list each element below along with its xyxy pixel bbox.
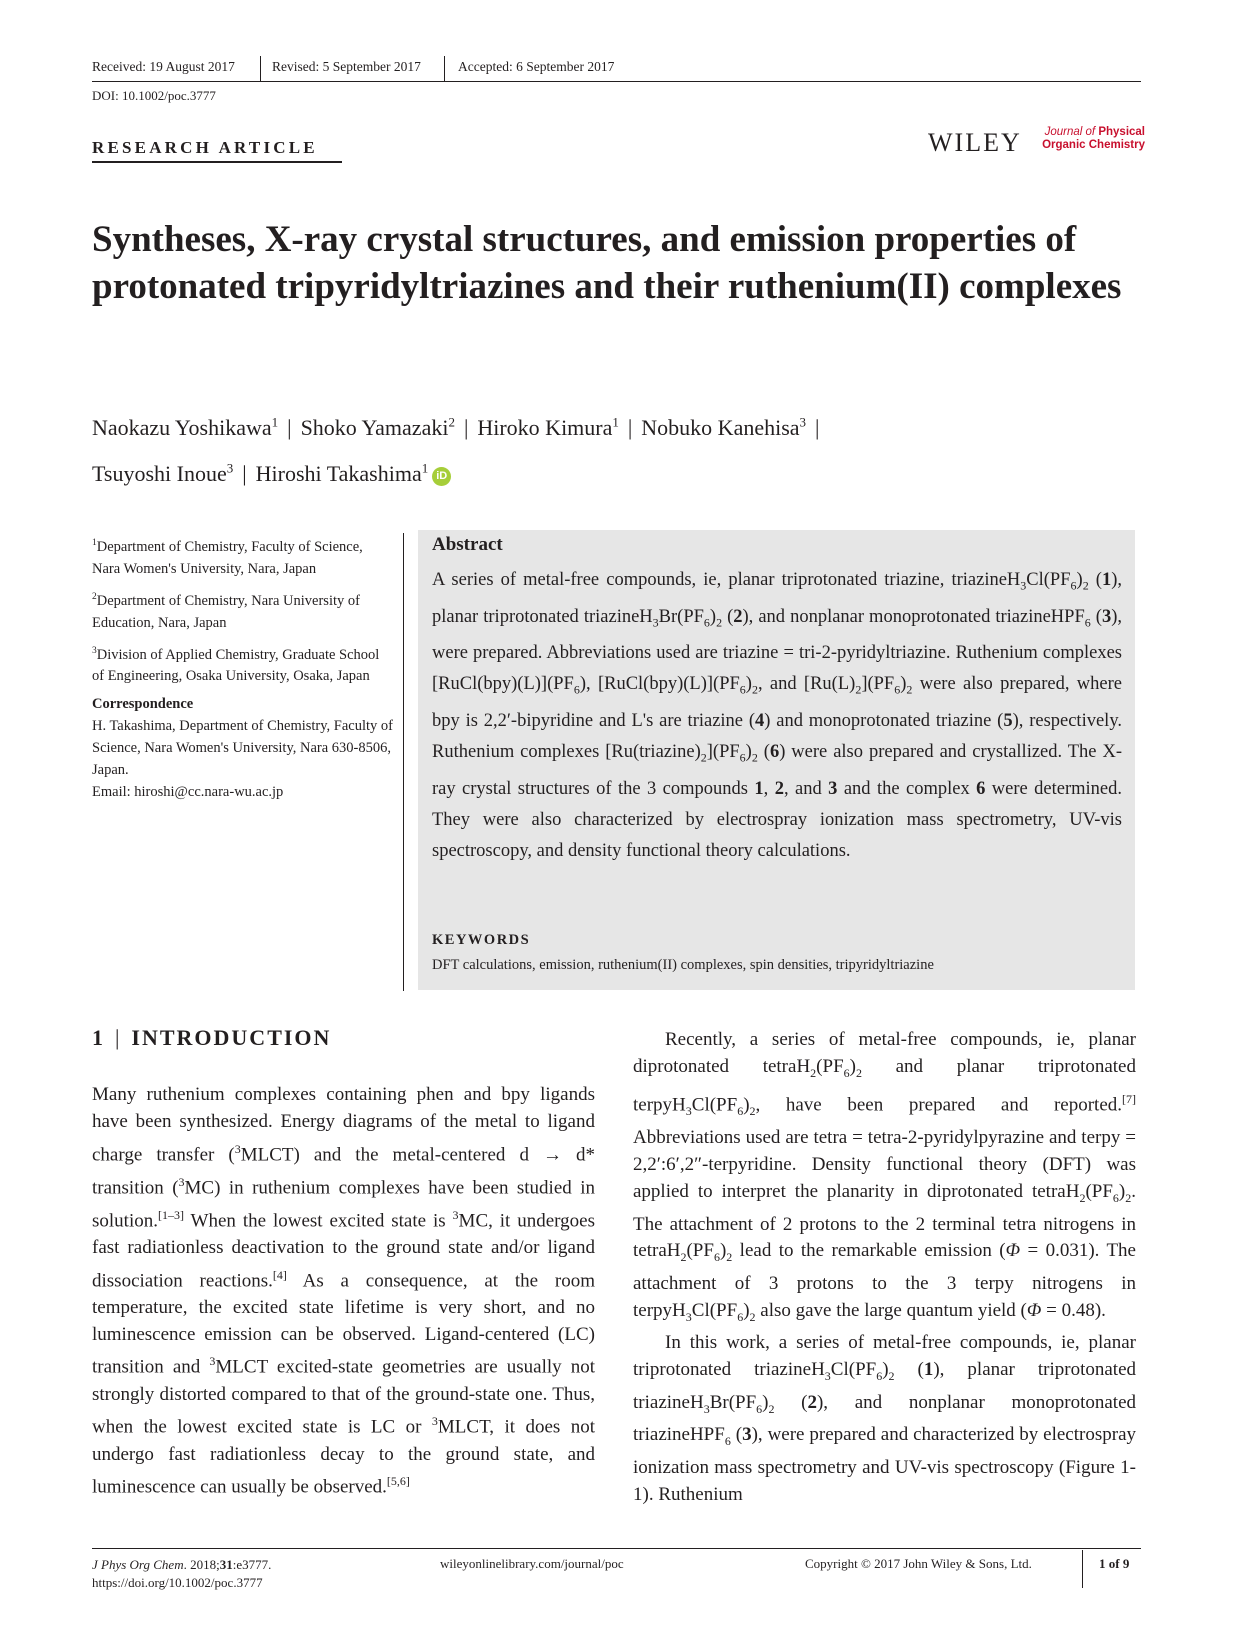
author-list: Naokazu Yoshikawa$^1$ | Shoko Yamazaki$^2$ | Hiroko Kimura$^1$ | Nobuko Kanehisa$^3$ | Tsuyoshi Inoue$^3$ | Hiroshi Takashima$^1$iD	[92, 415, 820, 486]
correspondence-address: H. Takashima, Department of Chemistry, Faculty of Science, Nara Women's University, Nara 630-8506, Japan.	[92, 718, 394, 779]
footer-doi-link[interactable]: https://doi.org/10.1002/poc.3777	[92, 1575, 263, 1590]
keywords-list: DFT calculations, emission, ruthenium(II) complexes, spin densities, tripyridyltriazine	[432, 957, 934, 973]
paragraph: Many ruthenium complexes containing phen and bpy ligands have been synthesized. Energy diagrams of the metal to ligand charge transfer ($^3$MLCT) and the metal-centered d → d* transition ($^3$MC) in ruthenium complexes have been studied in solution.[1–3] When the lowest excited state is $^3$MC, it undergoes fast radiationless deactivation to the ground state and/or ligand dissociation reactions.[4] As a consequence, at the room temperature, the excited state lifetime is very short, and no luminescence emission can be observed. Ligand-centered (LC) transition and $^3$MLCT excited-state geometries are usually not strongly distorted compared to that of the ground-state one. Thus, when the lowest excited state is LC or $^3$MLCT, it does not undergo fast radiationless decay to the ground state, and luminescence can usually be observed.[5,6]	[92, 1084, 595, 1498]
citation-link[interactable]: [5,6]	[386, 1474, 410, 1489]
section-heading: 1 | INTRODUCTION	[92, 1025, 332, 1050]
affiliation: $^2$Department of Chemistry, Nara University of Education, Nara, Japan	[92, 591, 360, 631]
abstract-text: A series of metal-free compounds, ie, planar triprotonated triazine, $triazineH_3Cl(PF_6)_2$ (1), planar triprotonated $triazineH_3Br(PF_6)_2$ (2), and nonplanar monoprotonated triazineHPF$_6$ (3), were prepared. Abbreviations used are triazine = tri-2-pyridyltriazine. Ruthenium complexes $[RuCl(bpy)(L)](PF_6)$, $[RuCl(bpy)(L)](PF_6)_2$, and $[Ru(L)_2](PF_6)_2$ were also prepared, where bpy is 2,2′-bipyridine and L's are triazine (4) and monoprotonated triazine (5), respectively. Ruthenium complexes $[Ru(triazine)_2](PF_6)_2$ (6) were also prepared and crystallized. The X-ray crystal structures of the 3 compounds 1, 2, and 3 and the complex 6 were determined. They were also characterized by electrospray ionization mass spectrometry, UV-vis spectroscopy, and density functional theory calculations.	[432, 570, 1123, 861]
article-type: RESEARCH ARTICLE	[92, 138, 318, 157]
accepted-date: Accepted: 6 September 2017	[458, 59, 615, 74]
publisher-logo: WILEY	[928, 128, 1022, 157]
footer-divider	[1082, 1550, 1083, 1588]
author[interactable]: Naokazu Yoshikawa$^1$	[92, 415, 279, 441]
author[interactable]: Hiroshi Takashima$^1$	[255, 460, 429, 486]
footer-rule	[92, 1548, 1141, 1549]
orcid-icon[interactable]: iD	[432, 467, 451, 486]
footer-site-link[interactable]: wileyonlinelibrary.com/journal/poc	[440, 1556, 624, 1571]
page-number: 1 of 9	[1099, 1556, 1130, 1571]
body-column-right	[633, 1027, 1136, 1508]
correspondence-heading: Correspondence	[92, 696, 194, 713]
paragraph: Recently, a series of metal-free compounds, ie, planar diprotonated $tetraH_2(PF_6)_2$ and planar triprotonated $terpyH_3Cl(PF_6)_2$, have been prepared and reported.[7] Abbreviations used are tetra = tetra-2-pyridylpyrazine and terpy = 2,2′:6′,2″-terpyridine. Density functional theory (DFT) was applied to interpret the planarity in diprotonated $tetraH_2(PF_6)_2$. The attachment of 2 protons to the 2 terminal tetra nitrogens in $tetraH_2(PF_6)_2$ lead to the remarkable emission (Φ = 0.031). The attachment of 3 protons to the 3 terpy nitrogens in $terpyH_3Cl(PF_6)_2$ also gave the large quantum yield (Φ = 0.48).	[633, 1029, 1136, 1324]
author[interactable]: Shoko Yamazaki$^2$	[300, 415, 455, 441]
doi[interactable]: DOI: 10.1002/poc.3777	[92, 88, 216, 103]
divider	[260, 56, 261, 81]
citation-link[interactable]: [7]	[1122, 1092, 1136, 1107]
citation-link[interactable]: [4]	[272, 1267, 287, 1282]
footer-citation: J Phys Org Chem. 2018;31:e3777. https://doi.org/10.1002/poc.3777	[92, 1557, 272, 1590]
correspondence-email[interactable]: Email: hiroshi@cc.nara-wu.ac.jp	[92, 784, 284, 801]
history-dates	[92, 56, 1132, 80]
abstract-heading: Abstract	[432, 534, 503, 555]
divider	[444, 56, 445, 81]
revised-date: Revised: 5 September 2017	[272, 59, 421, 74]
affiliation: $^3$Division of Applied Chemistry, Graduate School of Engineering, Osaka University, Osaka, Japan	[92, 645, 380, 685]
journal-logo: Journal of Physical Organic Chemistry	[1042, 126, 1145, 151]
author[interactable]: Tsuyoshi Inoue$^3$	[92, 460, 234, 486]
affiliation: $^1$Department of Chemistry, Faculty of Science, Nara Women's University, Nara, Japan	[92, 538, 363, 577]
column-divider	[403, 533, 404, 991]
article-type-underline	[92, 161, 342, 163]
article-title: Syntheses, X-ray crystal structures, and emission properties of protonated tripyridyltriazines and their ruthenium(II) complexes	[92, 219, 1122, 307]
footer-copyright: Copyright © 2017 John Wiley & Sons, Ltd.	[805, 1556, 1032, 1571]
header-rule	[92, 81, 1141, 82]
citation-link[interactable]: [1–3]	[157, 1207, 184, 1222]
keywords-heading: KEYWORDS	[432, 932, 531, 948]
body-column-left	[92, 1082, 595, 1501]
affiliations	[92, 532, 394, 803]
received-date: Received: 19 August 2017	[92, 59, 235, 74]
paragraph: In this work, a series of metal-free compounds, ie, planar triprotonated $triazineH_3Cl(PF_6)_2$ (1), planar triprotonated $triazineH_3Br(PF_6)_2$ (2), and nonplanar monoprotonated triazineHPF$_6$ (3), were prepared and characterized by electrospray ionization mass spectrometry and UV-vis spectroscopy (Figure 1-1). Ruthenium	[633, 1332, 1137, 1505]
author[interactable]: Nobuko Kanehisa$^3$	[641, 415, 807, 441]
author[interactable]: Hiroko Kimura$^1$	[477, 415, 619, 441]
